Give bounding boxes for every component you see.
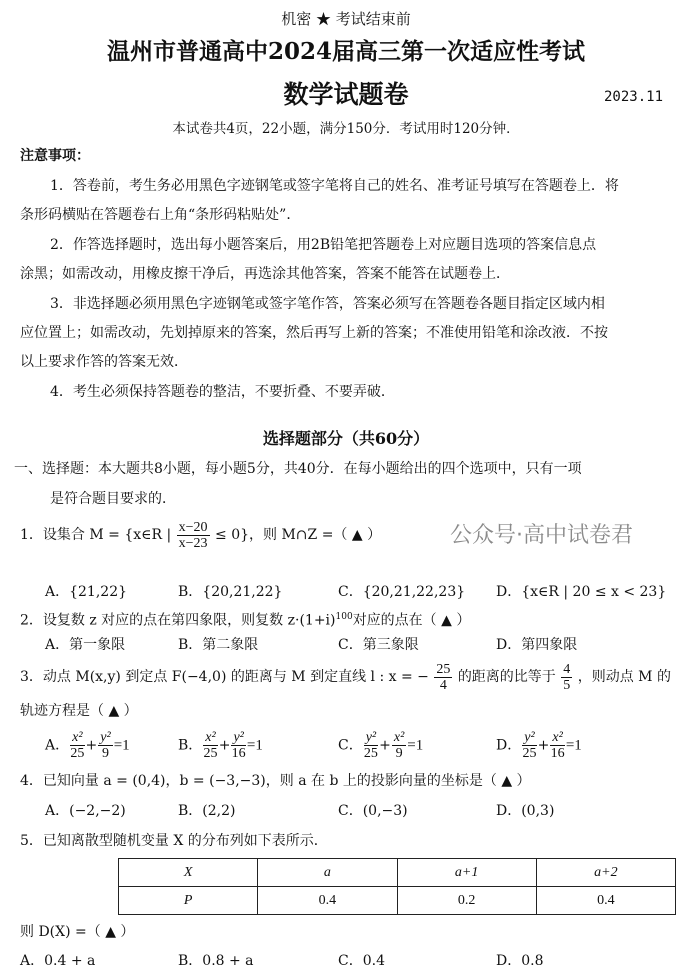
denominator: 4 <box>439 677 447 693</box>
watermark: 公众号·高中试卷君 <box>450 523 633 548</box>
fraction <box>177 520 210 551</box>
q3-text: 3．动点 M(x,y) 到定点 F(−4,0) 的距离与 M 到定直线 l : x = − <box>20 669 429 685</box>
table-row <box>119 859 676 887</box>
paper-subtitle: 数学试题卷 <box>283 80 409 109</box>
denominator: 16 <box>550 746 565 761</box>
q1-option-c: C．{20,21,22,23} <box>338 584 466 600</box>
q1-option-b: B．{20,21,22} <box>178 584 283 600</box>
q3-option-b: B． $\frac{\text{x²}}{25}$ + $\frac{\text{y²}}{16}$ =1 <box>178 730 263 761</box>
section-intro: 一、选择题：本大题共8小题，每小题5分，共40分．在每小题给出的四个选项中，只有一项 <box>14 461 582 477</box>
equals-one: =1 <box>565 737 582 754</box>
numerator: x² <box>552 730 563 745</box>
equals-one: =1 <box>113 737 130 754</box>
q5-option-a: A．0.4 + a <box>20 953 96 969</box>
notice-line: 4．考生必须保持答题卷的整洁，不要折叠、不要弄破． <box>50 384 395 400</box>
q4-option-d: D．(0,3) <box>496 803 555 819</box>
question-2 <box>20 608 470 630</box>
question-3 <box>20 660 671 694</box>
equals-one: =1 <box>246 737 263 754</box>
q5-option-c: C．0.4 <box>338 953 385 969</box>
table-cell: 0.4 <box>258 887 397 915</box>
q2-option-c: C．第三象限 <box>338 637 419 653</box>
numerator: x² <box>72 730 83 745</box>
numerator: x² <box>205 730 216 745</box>
denominator: 5 <box>563 677 571 693</box>
notice-line: 涂黑；如需改动，用橡皮擦干净后，再选涂其他答案，答案不能答在试题卷上． <box>20 266 510 282</box>
q2-option-d: D．第四象限 <box>496 637 578 653</box>
confidential-label: 机密 ★ 考试结束前 <box>281 10 411 28</box>
numerator: y² <box>365 730 377 745</box>
question-5: 5．已知离散型随机变量 X 的分布列如下表所示． <box>20 833 328 849</box>
question-3-line2: 轨迹方程是（ ▲ ） <box>20 703 138 719</box>
distribution-table <box>118 858 676 915</box>
denominator: 25 <box>522 746 537 761</box>
q3-option-a: A． $\frac{\text{x²}}{25}$ + $\frac{\text{y²}}{9}$ =1 <box>45 730 130 761</box>
q4-option-c: C．(0,−3) <box>338 803 408 819</box>
option-label: C． <box>338 737 363 754</box>
q5-option-b: B．0.8 + a <box>178 953 254 969</box>
numerator: y² <box>233 730 244 745</box>
numerator: 25 <box>436 661 451 677</box>
question-4: 4．已知向量 a = (0,4)，b = (−3,−3)，则 a 在 b 上的投影向量的坐标是（ ▲ ） <box>20 773 531 789</box>
q1-option-d: D．{x∈R | 20 ≤ x < 23} <box>496 584 667 600</box>
denominator: 25 <box>363 746 378 761</box>
q1-text: 1．设集合 M = {x∈R | <box>20 527 172 543</box>
fraction <box>434 662 452 693</box>
table-cell: P <box>119 887 258 915</box>
notice-line: 以上要求作答的答案无效． <box>20 354 188 370</box>
numerator: 4 <box>563 661 571 677</box>
notice-heading: 注意事项： <box>20 148 90 164</box>
fraction <box>203 730 217 761</box>
numerator: y² <box>100 730 111 745</box>
table-cell: X <box>119 859 258 887</box>
equals-one: =1 <box>407 737 424 754</box>
exponent: 100 <box>335 612 353 622</box>
option-label: D． <box>496 737 522 754</box>
option-label: B． <box>178 737 203 754</box>
notice-line: 应位置上；如需改动，先划掉原来的答案，然后再写上新的答案；不准使用铅笔和涂改液．不按 <box>20 325 608 341</box>
fraction <box>231 730 245 761</box>
q2-option-b: B．第二象限 <box>178 637 259 653</box>
denominator: x−23 <box>178 535 208 551</box>
notice-line: 条形码横贴在答题卷右上角“条形码粘贴处”． <box>20 207 301 223</box>
denominator: 16 <box>231 746 246 761</box>
q3-option-d: D． $\frac{\text{y²}}{25}$ + $\frac{\text{x²}}{16}$ =1 <box>496 730 582 761</box>
denominator: 25 <box>70 746 85 761</box>
q1-option-a: A．{21,22} <box>45 584 128 600</box>
fraction <box>550 730 564 761</box>
exam-date: 2023.11 <box>604 89 664 105</box>
exam-title: 温州市普通高中2024届高三第一次适应性考试 <box>106 38 585 65</box>
table-cell: 0.2 <box>397 887 536 915</box>
fraction <box>70 730 84 761</box>
q2-text: 对应的点在（ ▲ ） <box>352 612 471 629</box>
denominator: 9 <box>395 746 403 761</box>
fraction <box>522 730 536 761</box>
q2-option-a: A．第一象限 <box>45 637 126 653</box>
fraction <box>364 730 378 761</box>
q4-option-b: B．(2,2) <box>178 803 236 819</box>
q4-option-a: A．(−2,−2) <box>45 803 126 819</box>
question-1 <box>20 518 381 552</box>
denominator: 25 <box>203 746 218 761</box>
table-row <box>119 887 676 915</box>
table-cell: a+2 <box>536 859 675 887</box>
exam-info: 本试卷共4页，22小题，满分150分．考试用时120分钟． <box>172 121 520 137</box>
numerator: y² <box>524 730 535 745</box>
q3-text: 的距离的比等于 <box>457 669 556 685</box>
notice-line: 2．作答选择题时，选出每小题答案后，用2B铅笔把答题卷上对应题目选项的答案信息点 <box>50 237 597 253</box>
fraction <box>98 730 112 761</box>
option-label: A． <box>45 737 70 754</box>
question-5-ask: 则 D(X) =（ ▲ ） <box>20 924 135 940</box>
fraction <box>392 730 406 761</box>
section-intro: 是符合题目要求的． <box>50 491 176 507</box>
notice-line: 3．非选择题必须用黑色字迹钢笔或签字笔作答，答案必须写在答题卷各题目指定区域内相 <box>50 296 605 312</box>
notice-line: 1．答卷前，考生务必用黑色字迹钢笔或签字笔将自己的姓名、准考证号填写在答题卷上．将 <box>50 178 619 194</box>
table-cell: a+1 <box>397 859 536 887</box>
table-cell: a <box>258 859 397 887</box>
numerator: x² <box>393 730 405 745</box>
q3-option-c: C． $\frac{\text{y²}}{25}$ + $\frac{\text{x²}}{9}$ =1 <box>338 730 424 761</box>
q2-text: 2．设复数 z 对应的点在第四象限，则复数 z·(1+i) <box>20 612 336 629</box>
table-cell: 0.4 <box>536 887 675 915</box>
q5-option-d: D．0.8 <box>496 953 544 969</box>
denominator: 9 <box>101 746 109 761</box>
fraction <box>561 662 572 693</box>
numerator: x−20 <box>178 519 208 535</box>
section-title: 选择题部分（共60分） <box>262 429 430 448</box>
q3-text: ，则动点 M 的 <box>577 669 671 685</box>
q1-text: ≤ 0}，则 M∩Z =（ ▲ ） <box>215 527 382 543</box>
